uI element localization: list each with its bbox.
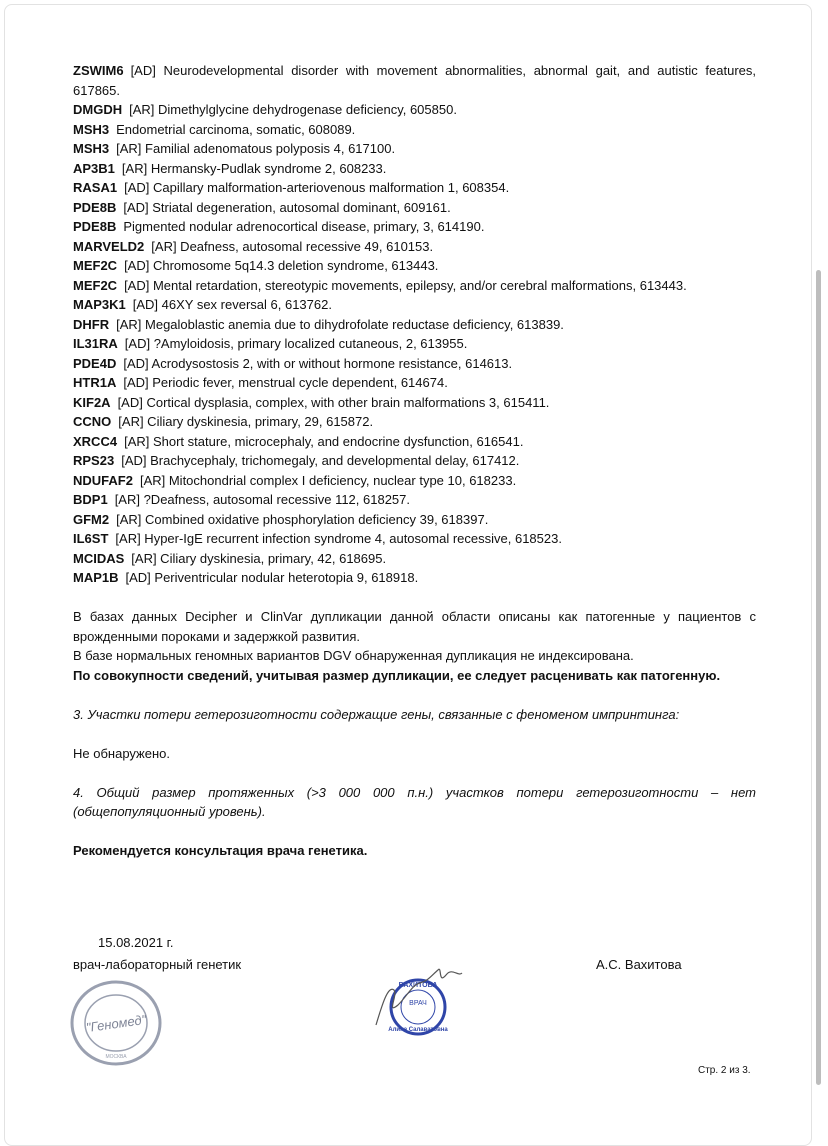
gene-symbol: RPS23 — [73, 453, 115, 468]
doctor-stamp-and-signature — [368, 955, 468, 1045]
dgv-paragraph: В базе нормальных геномных вариантов DGV обнаруженная дупликация не индексирована. — [73, 648, 634, 663]
gene-symbol: MSH3 — [73, 121, 110, 137]
gene-symbol: XRCC4 — [73, 433, 118, 449]
gene-phenotype: [AD] Acrodysostosis 2, with or without hormone resistance, 614613. — [123, 355, 513, 371]
gene-phenotype: [AR] Mitochondrial complex I deficiency, nuclear type 10, 618233. — [139, 472, 517, 488]
gene-phenotype: [AR] Familial adenomatous polyposis 4, 617100. — [116, 141, 396, 156]
gene-entry — [73, 354, 756, 374]
databases-paragraph: В базах данных Decipher и ClinVar дупликации данной области описаны как патогенные у пациентов с врожденными пороками и задержкой развития. — [73, 609, 756, 644]
gene-entry — [73, 276, 756, 296]
gene-entry — [73, 549, 756, 569]
gene-phenotype: [AR] Dimethylglycine dehydrogenase deficiency, 605850. — [129, 102, 457, 117]
gene-phenotype: [AD] ?Amyloidosis, primary localized cutaneous, 2, 613955. — [124, 336, 468, 351]
gene-phenotype: [AR] Ciliary dyskinesia, primary, 29, 615872. — [118, 414, 374, 429]
gene-phenotype: Endometrial carcinoma, somatic, 608089. — [116, 121, 356, 137]
gene-entry — [73, 217, 756, 237]
gene-symbol: IL6ST — [73, 531, 109, 546]
gene-symbol: MAP3K1 — [73, 297, 126, 312]
gene-symbol: BDP1 — [73, 492, 108, 507]
gene-symbol: PDE8B — [73, 219, 117, 234]
gene-entry — [73, 568, 756, 588]
scrollbar[interactable] — [816, 270, 821, 1085]
gene-symbol: ZSWIM6 — [73, 63, 124, 78]
gene-entry — [73, 295, 756, 315]
gene-entry — [73, 471, 756, 491]
gene-phenotype: [AD] Mental retardation, stereotypic movements, epilepsy, and/or cerebral malformations, 613443. — [124, 277, 687, 293]
gene-entry — [73, 100, 756, 120]
gene-phenotype: [AD] Chromosome 5q14.3 deletion syndrome, 613443. — [124, 258, 439, 273]
gene-entry — [73, 159, 756, 179]
gene-phenotype: [AD] Neurodevelopmental disorder with movement abnormalities, abnormal gait, and autistic features, 617865. — [73, 63, 756, 98]
gene-symbol: PDE4D — [73, 355, 117, 371]
gene-symbol: GFM2 — [73, 511, 110, 527]
gene-entry — [73, 334, 756, 354]
gene-symbol: MAP1B — [73, 570, 119, 585]
page-number: Стр. 2 из 3. — [698, 1065, 751, 1076]
gene-phenotype: [AR] Megaloblastic anemia due to dihydrofolate reductase deficiency, 613839. — [116, 316, 564, 332]
gene-entry — [73, 510, 756, 530]
gene-entry — [73, 373, 756, 393]
signature-date: 15.08.2021 г. — [98, 935, 174, 950]
gene-symbol: DMGDH — [73, 102, 123, 117]
gene-phenotype: [AR] Hermansky-Pudlak syndrome 2, 608233. — [121, 160, 387, 176]
recommendation: Рекомендуется консультация врача генетика. — [73, 843, 368, 858]
signer-role: врач-лабораторный генетик — [73, 957, 242, 972]
gene-phenotype: [AR] Combined oxidative phosphorylation deficiency 39, 618397. — [116, 511, 489, 527]
gene-phenotype: [AD] Capillary malformation-arteriovenous malformation 1, 608354. — [124, 180, 510, 195]
gene-symbol: AP3B1 — [73, 160, 115, 176]
gene-entry — [73, 451, 756, 471]
gene-phenotype: [AD] Periventricular nodular heterotopia 9, 618918. — [125, 570, 419, 585]
gene-symbol: HTR1A — [73, 375, 117, 390]
gene-phenotype: Pigmented nodular adrenocortical disease, primary, 3, 614190. — [123, 219, 485, 234]
gene-symbol: RASA1 — [73, 180, 118, 195]
gene-list — [73, 61, 756, 588]
gene-entry — [73, 412, 756, 432]
gene-entry — [73, 315, 756, 335]
gene-symbol: KIF2A — [73, 394, 111, 410]
gene-phenotype: [AD] Cortical dysplasia, complex, with other brain malformations 3, 615411. — [117, 394, 550, 410]
gene-phenotype: [AR] ?Deafness, autosomal recessive 112, 618257. — [114, 492, 411, 507]
organization-stamp — [68, 978, 164, 1068]
gene-symbol: PDE8B — [73, 199, 117, 215]
gene-entry — [73, 120, 756, 140]
gene-phenotype: [AR] Deafness, autosomal recessive 49, 610153. — [151, 238, 434, 254]
gene-entry — [73, 529, 756, 549]
svg-text:ВАХИТОВА: ВАХИТОВА — [398, 982, 438, 989]
document-body — [73, 61, 756, 861]
gene-entry — [73, 61, 756, 100]
section-3-result: Не обнаружено. — [73, 745, 170, 761]
gene-symbol: NDUFAF2 — [73, 472, 133, 488]
section-4-text: 4. Общий размер протяженных (>3 000 000 п.н.) участков потери гетерозиготности – нет (общепопуляционный уровень). — [73, 784, 756, 819]
gene-symbol: DHFR — [73, 316, 110, 332]
gene-phenotype: [AD] 46XY sex reversal 6, 613762. — [132, 297, 332, 312]
gene-entry — [73, 139, 756, 159]
gene-phenotype: [AD] Periodic fever, menstrual cycle dependent, 614674. — [123, 375, 448, 390]
signer-name: А.С. Вахитова — [596, 957, 682, 972]
gene-symbol: MCIDAS — [73, 550, 125, 566]
gene-entry — [73, 178, 756, 198]
gene-entry — [73, 432, 756, 452]
svg-text:Алина Салаватовна: Алина Салаватовна — [388, 1027, 448, 1033]
gene-symbol: MARVELD2 — [73, 238, 145, 254]
svg-text:"Геномед": "Геномед" — [85, 1011, 148, 1036]
gene-phenotype: [AD] Striatal degeneration, autosomal dominant, 609161. — [123, 199, 451, 215]
gene-symbol: CCNO — [73, 414, 112, 429]
gene-entry — [73, 198, 756, 218]
svg-text:ВРАЧ: ВРАЧ — [409, 1000, 427, 1007]
gene-symbol: MEF2C — [73, 277, 118, 293]
conclusion-paragraph: По совокупности сведений, учитывая размер дупликации, ее следует расценивать как патогенную. — [73, 667, 721, 683]
gene-phenotype: [AD] Brachycephaly, trichomegaly, and developmental delay, 617412. — [121, 453, 520, 468]
gene-symbol: MEF2C — [73, 258, 118, 273]
gene-entry — [73, 393, 756, 413]
gene-entry — [73, 237, 756, 257]
gene-phenotype: [AR] Hyper-IgE recurrent infection syndrome 4, autosomal recessive, 618523. — [115, 531, 562, 546]
gene-entry — [73, 490, 756, 510]
section-3-heading: 3. Участки потери гетерозиготности содержащие гены, связанные с феноменом импринтинга: — [73, 706, 680, 722]
gene-entry — [73, 256, 756, 276]
gene-symbol: IL31RA — [73, 336, 118, 351]
gene-phenotype: [AR] Ciliary dyskinesia, primary, 42, 618695. — [131, 550, 387, 566]
gene-symbol: MSH3 — [73, 141, 110, 156]
svg-text:МОСКВА: МОСКВА — [105, 1054, 127, 1060]
gene-phenotype: [AR] Short stature, microcephaly, and endocrine dysfunction, 616541. — [124, 433, 524, 449]
